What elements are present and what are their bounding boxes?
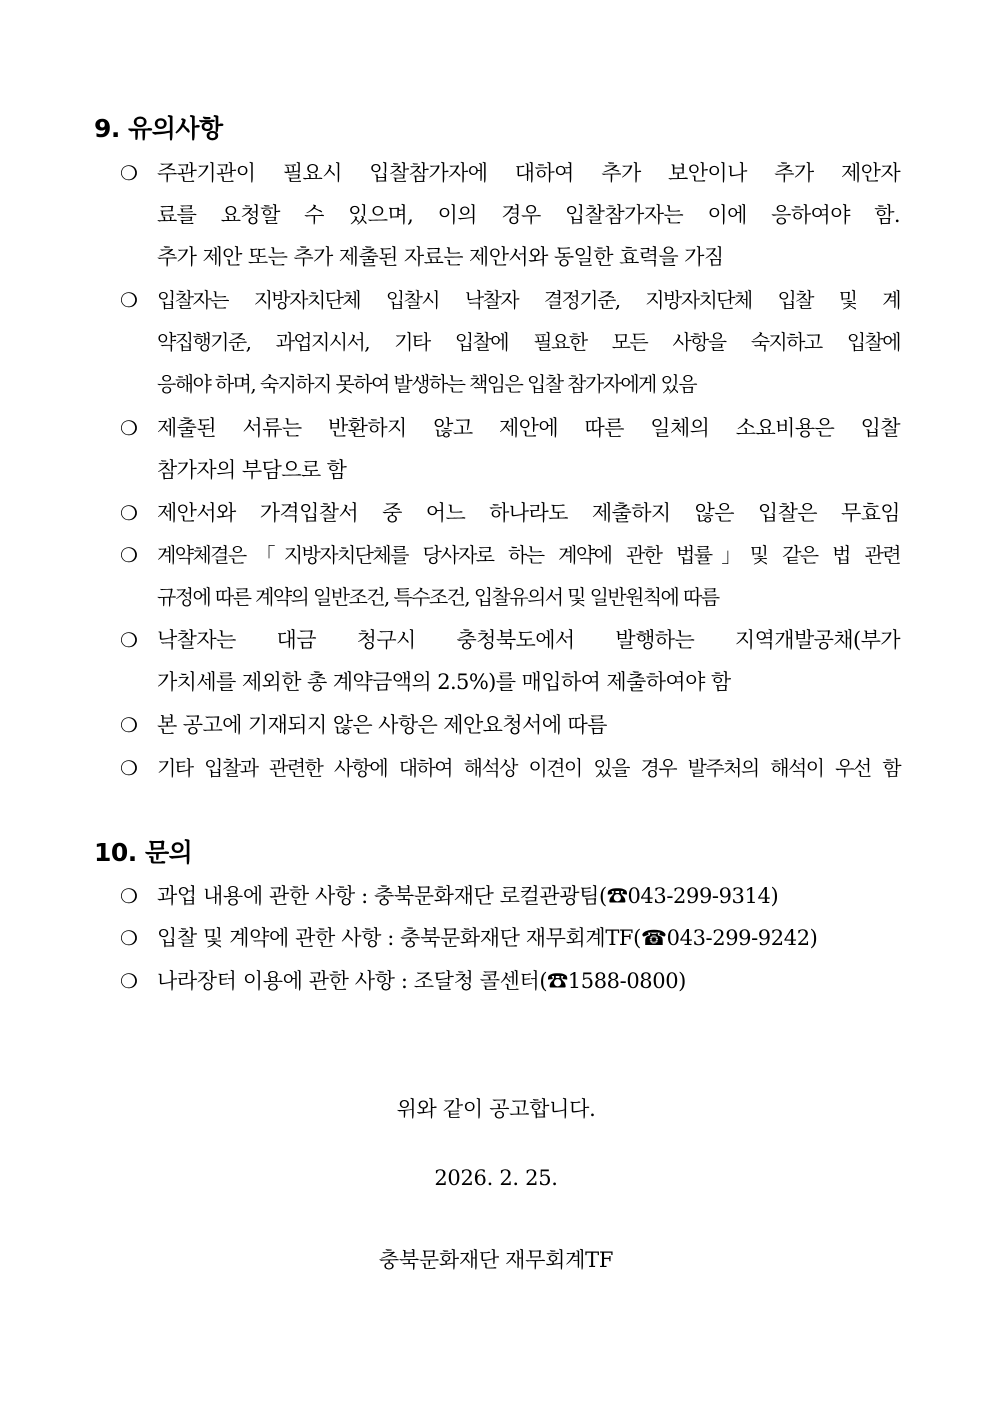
item-line: 료를 요청할 수 있으며, 이의 경우 입찰참가자는 이에 응하여야 함. [157, 203, 900, 227]
bullet-circle-icon: ❍ [120, 543, 138, 567]
precaution-item-2 [120, 279, 900, 405]
precaution-item-5 [120, 534, 900, 618]
bullet-circle-icon: ❍ [120, 416, 138, 440]
precaution-item-6 [120, 619, 900, 703]
bullet-circle-icon: ❍ [120, 288, 138, 312]
section-9-title: 9. 유의사항 [94, 114, 223, 143]
contact-item-3 [120, 960, 900, 1002]
item-line: 규정에 따른 계약의 일반조건, 특수조건, 입찰유의서 및 일반원칙에 따름 [157, 585, 719, 609]
precaution-item-4 [120, 492, 900, 534]
item-line: 본 공고에 기재되지 않은 사항은 제안요청서에 따름 [157, 713, 607, 737]
precaution-item-8 [120, 747, 900, 789]
bullet-circle-icon: ❍ [120, 713, 138, 737]
item-line: 주관기관이 필요시 입찰참가자에 대하여 추가 보안이나 추가 제안자 [157, 161, 900, 185]
item-line: 참가자의 부담으로 함 [157, 458, 347, 482]
precaution-item-7 [120, 704, 900, 746]
item-line: 추가 제안 또는 추가 제출된 자료는 제안서와 동일한 효력을 가짐 [157, 245, 724, 269]
bullet-circle-icon: ❍ [120, 756, 138, 780]
item-line: 약집행기준, 과업지시서, 기타 입찰에 필요한 모든 사항을 숙지하고 입찰에 [157, 330, 900, 354]
contact-line: 입찰 및 계약에 관한 사항 : 충북문화재단 재무회계TF(☎043-299-9242) [157, 926, 818, 950]
bullet-circle-icon: ❍ [120, 969, 138, 993]
closing-statement: 위와 같이 공고합니다. [396, 1097, 596, 1121]
section-10-title: 10. 문의 [94, 838, 193, 867]
bullet-circle-icon: ❍ [120, 628, 138, 652]
item-line: 기타 입찰과 관련한 사항에 대하여 해석상 이견이 있을 경우 발주처의 해석이 우선 함 [157, 756, 900, 780]
item-line: 가치세를 제외한 총 계약금액의 2.5%)를 매입하여 제출하여야 함 [157, 670, 731, 694]
item-line: 제출된 서류는 반환하지 않고 제안에 따른 일체의 소요비용은 입찰 [157, 416, 900, 440]
bullet-circle-icon: ❍ [120, 884, 138, 908]
contact-item-2 [120, 917, 900, 959]
item-line: 제안서와 가격입찰서 중 어느 하나라도 제출하지 않은 입찰은 무효임 [157, 501, 900, 525]
item-line: 응해야 하며, 숙지하지 못하여 발생하는 책임은 입찰 참가자에게 있음 [157, 372, 696, 396]
contact-item-1 [120, 875, 900, 917]
item-line: 계약체결은「지방자치단체를 당사자로 하는 계약에 관한 법률」및 같은 법 관련 [157, 543, 900, 567]
precaution-item-1 [120, 152, 900, 278]
item-line: 낙찰자는 대금 청구시 충청북도에서 발행하는 지역개발공채(부가 [157, 628, 900, 652]
bullet-circle-icon: ❍ [120, 161, 138, 185]
bullet-circle-icon: ❍ [120, 926, 138, 950]
contact-line: 나라장터 이용에 관한 사항 : 조달청 콜센터(☎1588-0800) [157, 969, 686, 993]
bullet-circle-icon: ❍ [120, 501, 138, 525]
contact-line: 과업 내용에 관한 사항 : 충북문화재단 로컬관광팀(☎043-299-9314) [157, 884, 779, 908]
precaution-item-3 [120, 407, 900, 491]
item-line: 입찰자는 지방자치단체 입찰시 낙찰자 결정기준, 지방자치단체 입찰 및 계 [157, 288, 900, 312]
announcement-date: 2026. 2. 25. [434, 1166, 558, 1190]
issuing-organization: 충북문화재단 재무회계TF [378, 1248, 614, 1272]
